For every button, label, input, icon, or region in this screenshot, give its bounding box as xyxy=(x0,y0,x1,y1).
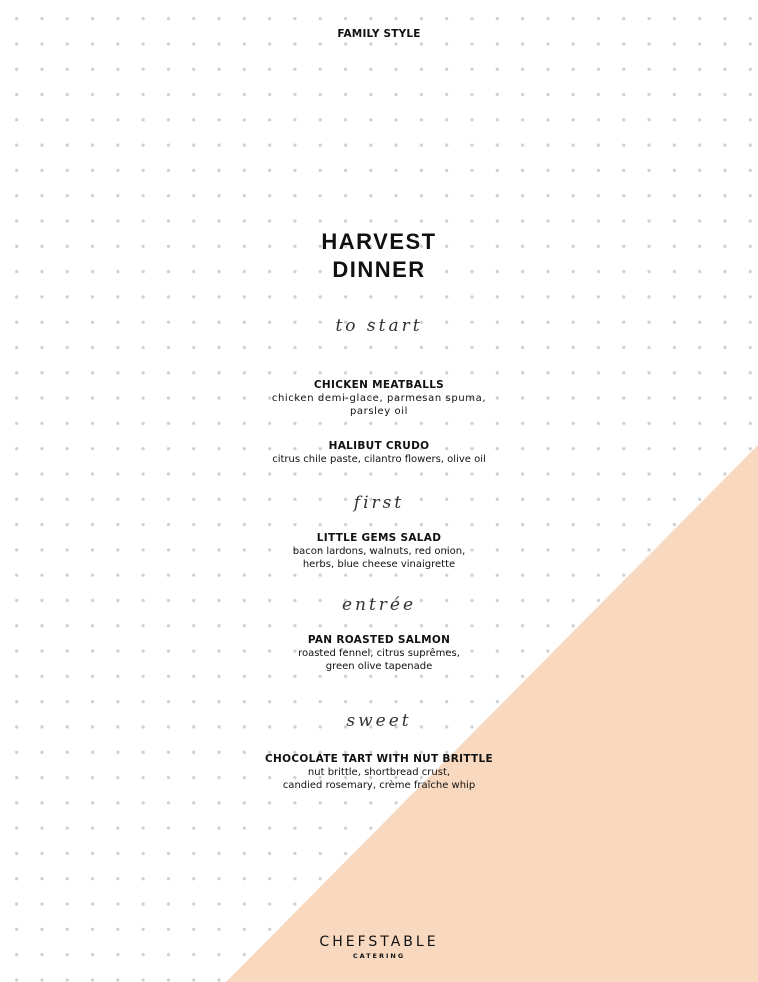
section-heading-entree: entrée xyxy=(341,595,417,615)
dish-name: HALIBUT CRUDO xyxy=(328,440,430,452)
dish-desc-line: chicken demi-glace, parmesan spuma, xyxy=(271,393,487,404)
menu-style-label: FAMILY STYLE xyxy=(337,28,421,40)
dish-name: LITTLE GEMS SALAD xyxy=(316,532,442,544)
brand-logo: CHEFSTABLE xyxy=(319,934,439,950)
dish-pan-roasted-salmon xyxy=(0,634,758,673)
title-line-2: DINNER xyxy=(332,257,426,282)
header xyxy=(0,22,758,41)
dish-desc-line: green olive tapenade xyxy=(325,661,433,672)
dish-desc-line: bacon lardons, walnuts, red onion, xyxy=(292,546,466,557)
dish-desc-line: citrus chile paste, cilantro flowers, olive oil xyxy=(272,454,486,465)
section-heading-first: first xyxy=(353,493,405,513)
dish-desc-line: herbs, blue cheese vinaigrette xyxy=(302,559,456,570)
dish-little-gems-salad xyxy=(0,532,758,571)
dish-desc-line: nut brittle, shortbread crust, xyxy=(307,767,451,778)
brand-logo-subtitle: CATERING xyxy=(352,952,406,960)
dish-chicken-meatballs xyxy=(0,379,758,418)
title-line-1: HARVEST xyxy=(321,229,437,254)
menu-title xyxy=(0,228,758,284)
dish-name: CHICKEN MEATBALLS xyxy=(313,379,445,391)
dish-desc-line: roasted fennel, citrus suprêmes, xyxy=(298,648,460,659)
dish-name: PAN ROASTED SALMON xyxy=(307,634,451,646)
dish-desc-line: candied rosemary, crème fraîche whip xyxy=(282,780,476,791)
dish-chocolate-tart xyxy=(0,753,758,792)
dish-name: CHOCOLATE TART WITH NUT BRITTLE xyxy=(265,753,493,765)
section-heading-to-start: to start xyxy=(335,316,423,336)
dish-halibut-crudo xyxy=(0,440,758,466)
section-heading-sweet: sweet xyxy=(346,711,412,731)
dish-desc-line: parsley oil xyxy=(349,406,409,417)
